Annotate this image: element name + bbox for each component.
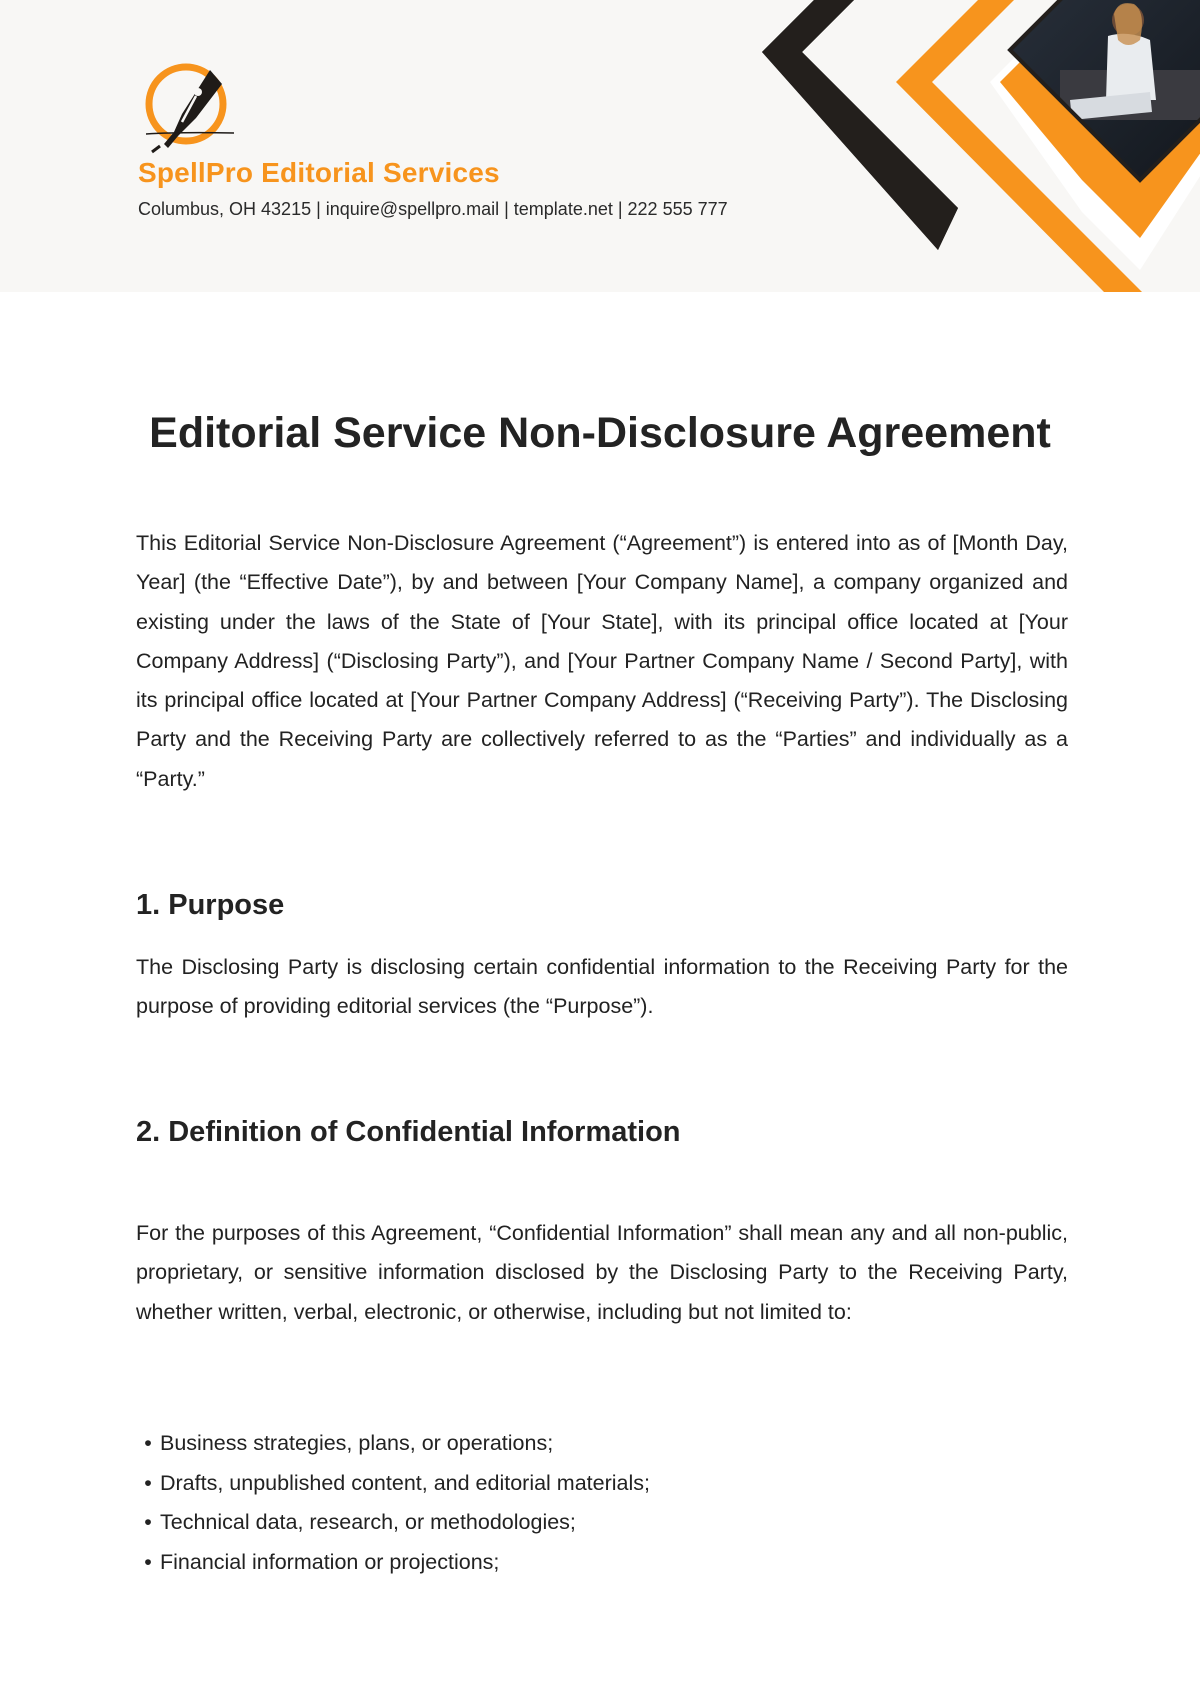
section-heading-confidential-info: 2. Definition of Confidential Information xyxy=(136,1116,681,1148)
section-heading-purpose: 1. Purpose xyxy=(136,889,285,921)
document-title: Editorial Service Non-Disclosure Agreement xyxy=(149,409,1051,457)
bullet-icon: • xyxy=(144,1470,152,1495)
decorative-chevrons xyxy=(700,0,1200,292)
confidential-info-paragraph: For the purposes of this Agreement, “Confidential Information” shall mean any and all non-public, proprietary, or sensitive information disclosed by the Disclosing Party to the Receiving Party, whether written, verbal, electronic, or otherwise, including but not limited to: xyxy=(136,1221,1068,1324)
company-name: SpellPro Editorial Services xyxy=(138,157,500,188)
intro-paragraph: This Editorial Service Non-Disclosure Agreement (“Agreement”) is entered into as of [Month Day, Year] (the “Effective Date”), by and between [Your Company Name], a company organized and existing under the laws of the State of [Your State], with its principal office located at [Your Company Address] (“Disclosing Party”), and [Your Partner Company Name / Second Party], with its principal office located at [Your Partner Company Address] (“Receiving Party”). The Disclosing Party and the Receiving Party are collectively referred to as the “Parties” and individually as a “Party.” xyxy=(136,531,1068,791)
letterhead xyxy=(0,0,1200,292)
contact-line: Columbus, OH 43215 | inquire@spellpro.mail | template.net | 222 555 777 xyxy=(138,199,728,219)
list-item: • Business strategies, plans, or operations; xyxy=(136,1424,650,1464)
pen-nib-icon xyxy=(138,62,250,158)
bullet-icon: • xyxy=(144,1549,152,1574)
list-item: • Drafts, unpublished content, and editorial materials; xyxy=(136,1464,650,1504)
confidential-info-list xyxy=(136,1424,650,1582)
list-item: • Technical data, research, or methodologies; xyxy=(136,1503,650,1543)
list-item: • Financial information or projections; xyxy=(136,1543,650,1583)
bullet-icon: • xyxy=(144,1431,152,1455)
bullet-icon: • xyxy=(144,1510,152,1534)
purpose-paragraph: The Disclosing Party is disclosing certain confidential information to the Receiving Party for the purpose of providing editorial services (the “Purpose”). xyxy=(136,955,1068,1019)
